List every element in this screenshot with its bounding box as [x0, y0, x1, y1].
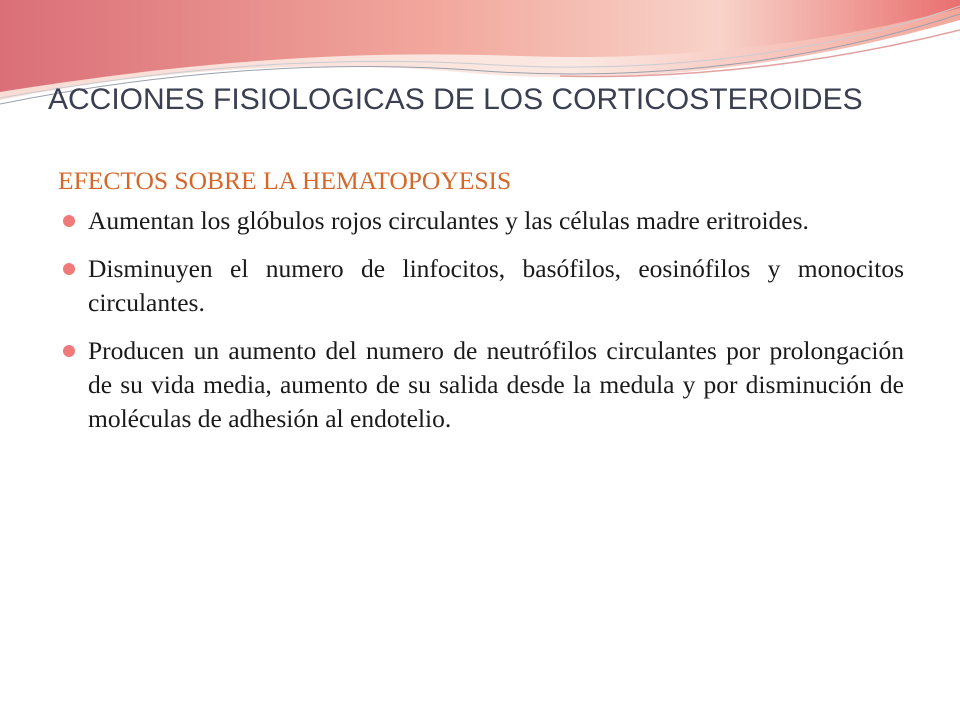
- bullet-text: Producen un aumento del numero de neutrófilos circulantes por prolongación de su vida media, aumento de su salida desde la medula y por disminución de moléculas de adhesión al endotelio.: [88, 336, 904, 433]
- section-subtitle: EFECTOS SOBRE LA HEMATOPOYESIS: [58, 166, 512, 195]
- bullet-text: Aumentan los glóbulos rojos circulantes y las células madre eritroides.: [88, 206, 809, 235]
- bullet-dot-icon: [63, 263, 75, 275]
- bullet-dot-icon: [63, 345, 75, 357]
- bullet-item: [58, 252, 904, 320]
- bullet-item: [58, 334, 904, 436]
- slide-content: [58, 164, 904, 450]
- bullet-item: [58, 204, 904, 238]
- bullet-dot-icon: [63, 215, 75, 227]
- slide-title: ACCIONES FISIOLOGICAS DE LOS CORTICOSTEROIDES: [48, 83, 863, 116]
- bullet-list: [58, 204, 904, 436]
- bullet-text: Disminuyen el numero de linfocitos, basófilos, eosinófilos y monocitos circulantes.: [88, 254, 904, 317]
